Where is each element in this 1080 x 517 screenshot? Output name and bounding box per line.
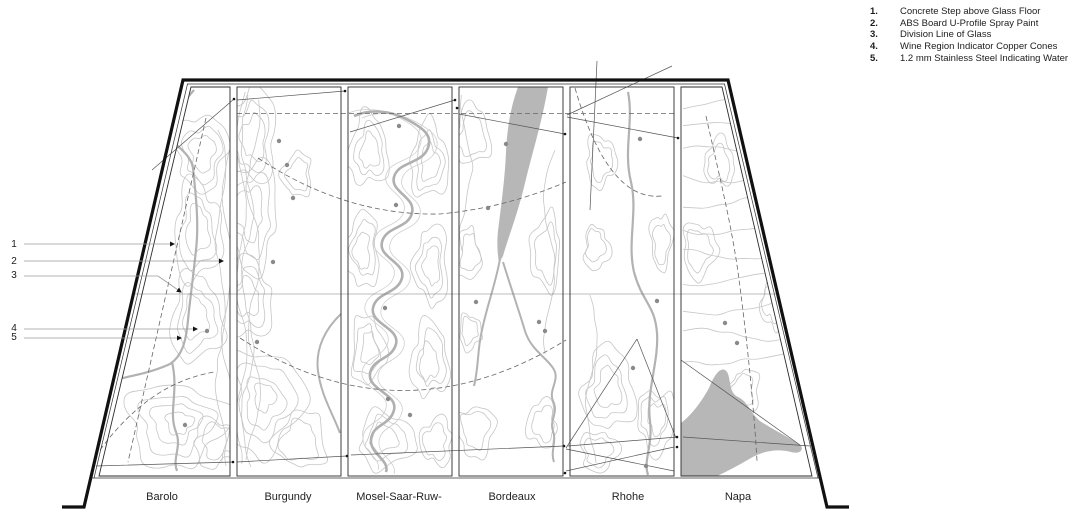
legend-item-number: 4. — [870, 41, 878, 53]
panel-label-rhohe: Rhohe — [611, 491, 645, 503]
panel-label-mosel: Mosel-Saar-Ruw- — [356, 491, 442, 503]
panel-label-bordeaux: Bordeaux — [488, 491, 536, 503]
legend-item-text: Wine Region Indicator Copper Cones — [900, 41, 1058, 53]
legend-item-text: Division Line of Glass — [900, 29, 992, 41]
division-junction-dots — [232, 90, 680, 475]
napa-bay — [681, 369, 802, 476]
legend-item — [870, 6, 1075, 18]
callout-1: 1 — [11, 238, 17, 250]
callout-leader-lines — [24, 244, 223, 338]
callout-4: 4 — [11, 323, 17, 334]
legend-item — [870, 53, 1075, 65]
panel-label-barolo: Barolo — [146, 491, 178, 503]
legend-item — [870, 18, 1075, 30]
legend-item — [870, 29, 1075, 41]
legend-item — [870, 41, 1075, 53]
legend-item-number: 3. — [870, 29, 878, 41]
legend-item-text: 1.2 mm Stainless Steel Indicating Water — [900, 52, 1069, 64]
legend-item-number: 2. — [870, 17, 878, 29]
callout-2: 2 — [11, 255, 17, 267]
rhone-river — [628, 92, 657, 475]
callout-3: 3 — [11, 269, 17, 281]
legend-item-number: 5. — [870, 52, 878, 64]
callout-5: 5 — [11, 332, 17, 343]
legend-item-number: 1. — [870, 6, 878, 17]
burgundy-river — [318, 314, 341, 433]
legend — [870, 6, 1075, 65]
legend-item-text: Concrete Step above Glass Floor — [900, 6, 1041, 17]
mosel-river — [346, 110, 437, 474]
legend-item-text: ABS Board U-Profile Spray Paint — [900, 17, 1039, 29]
panel-label-burgundy: Burgundy — [264, 491, 312, 503]
panel-label-napa: Napa — [724, 491, 752, 503]
